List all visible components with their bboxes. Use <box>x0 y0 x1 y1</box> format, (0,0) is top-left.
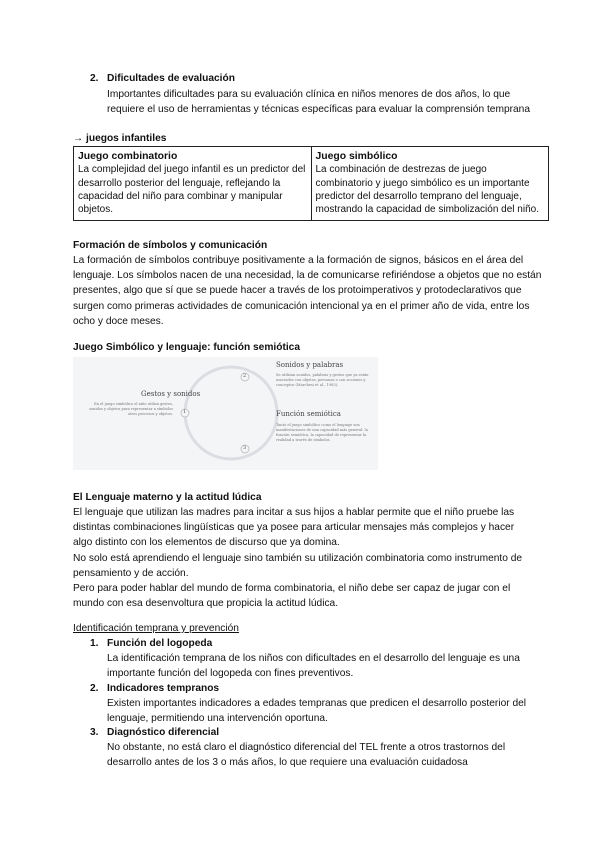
section-heading: El Lenguaje materno y la actitud lúdica <box>73 492 262 503</box>
cell-title: Juego simbólico <box>315 151 398 162</box>
node-label: 2 <box>243 373 247 379</box>
section-heading: Formación de símbolos y comunicación <box>73 240 268 251</box>
cell-body: La combinación de destrezas de juego combinatorio y juego simbólico es un importante predictor del desarrollo temprano del lenguaje, mostrando la capacidad de simbolización del niño. <box>315 164 539 216</box>
paragraph-1: El lenguaje que utilizan las madres para incitar a sus hijos a hablar permite que el niño pruebe las distintas combinaciones lingüísticas que ya posee para articular mensajes más complejos y hacer algo distinto con los elementos de discurso que ya domina. <box>73 507 515 549</box>
figure-right-top-title: Sonidos y palabras <box>276 361 344 369</box>
figure-right-bottom-body: Tanto el juego simbólico como el lenguaje son manifestaciones de una capacidad más general: la función semiótica, la capacidad de representar la realidad a través de símbolos. <box>276 423 368 442</box>
paragraph-2: No solo está aprendiendo el lenguaje sino también su utilización combinatoria como instrumento de pensamiento y de acción. <box>73 552 523 579</box>
list-item-title: Dificultades de evaluación <box>107 73 235 84</box>
table-cell-combinatorio <box>74 147 312 221</box>
list-number: 2. <box>90 73 99 84</box>
arrow-label: → juegos infantiles <box>73 133 167 144</box>
list-item-title: Indicadores tempranos <box>107 683 220 694</box>
list-number: 2. <box>90 683 99 694</box>
semiotic-function-diagram <box>73 357 378 470</box>
paragraph-3: Pero para poder hablar del mundo de forma combinatoria, el niño debe ser capaz de jugar con el mundo con esa desenvoltura que propicia la actitud lúdica. <box>73 583 511 610</box>
figure-left-body: En el juego simbólico el niño utiliza gestos, sonidos y objetos para representar a símbolos otros procesos y objetos. <box>89 402 173 416</box>
paragraph: La formación de símbolos contribuye positivamente a la formación de signos, básicos en el área del lenguaje. Los símbolos nacen de una necesidad, la de comunicarse refiriéndose a objetos que no están presentes, algo que sí que se puede hacer a través de los protoimperativos y protodeclarativos que surgen como primeras actividades de comunicación intencional ya en el primer año de vida, entre los ocho y doce meses. <box>73 255 542 327</box>
cell-body: La complejidad del juego infantil es un predictor del desarrollo posterior del lenguaje, reflejando la capacidad del niño para combinar y manipular objetos. <box>78 164 306 216</box>
table-cell-simbolico <box>311 147 549 221</box>
node-label: 1 <box>183 409 187 415</box>
figure-right-bottom-title: Función semiótica <box>276 410 341 418</box>
list-item-title: Función del logopeda <box>107 638 213 649</box>
node-label: 3 <box>243 445 247 451</box>
list-item-body: Importantes dificultades para su evaluación clínica en niños menores de dos años, lo que requiere el uso de herramientas y técnicas específicas para evaluar la comprensión temprana <box>107 89 531 116</box>
section-heading-underlined: Identificación temprana y prevención <box>73 623 239 634</box>
list-number: 3. <box>90 727 99 738</box>
list-item-body: La identificación temprana de los niños con dificultades en el desarrollo del lenguaje es una importante función del logopeda con fines preventivos. <box>107 653 520 680</box>
list-item-body: No obstante, no está claro el diagnóstico diferencial del TEL frente a otros trastornos del desarrollo antes de los 3 o más años, lo que requiere una evaluación cuidadosa <box>107 742 506 769</box>
section-heading: Juego Simbólico y lenguaje: función semiótica <box>73 342 300 353</box>
paragraph <box>73 505 535 611</box>
list-item-title: Diagnóstico diferencial <box>107 727 220 738</box>
cell-title: Juego combinatorio <box>78 151 178 162</box>
games-table <box>73 146 549 221</box>
figure-right-top-body: Se utilizan sonidos, palabras y gestos que ya están asociados con objetos, personas o con acciones y conceptos (Marchesi et al., 1983). <box>276 373 369 387</box>
list-number: 1. <box>90 638 99 649</box>
list-item-body: Existen importantes indicadores a edades tempranas que predicen el desarrollo posterior del lenguaje, permitiendo una intervención oportuna. <box>107 698 527 725</box>
figure-left-title: Gestos y sonidos <box>141 390 201 398</box>
